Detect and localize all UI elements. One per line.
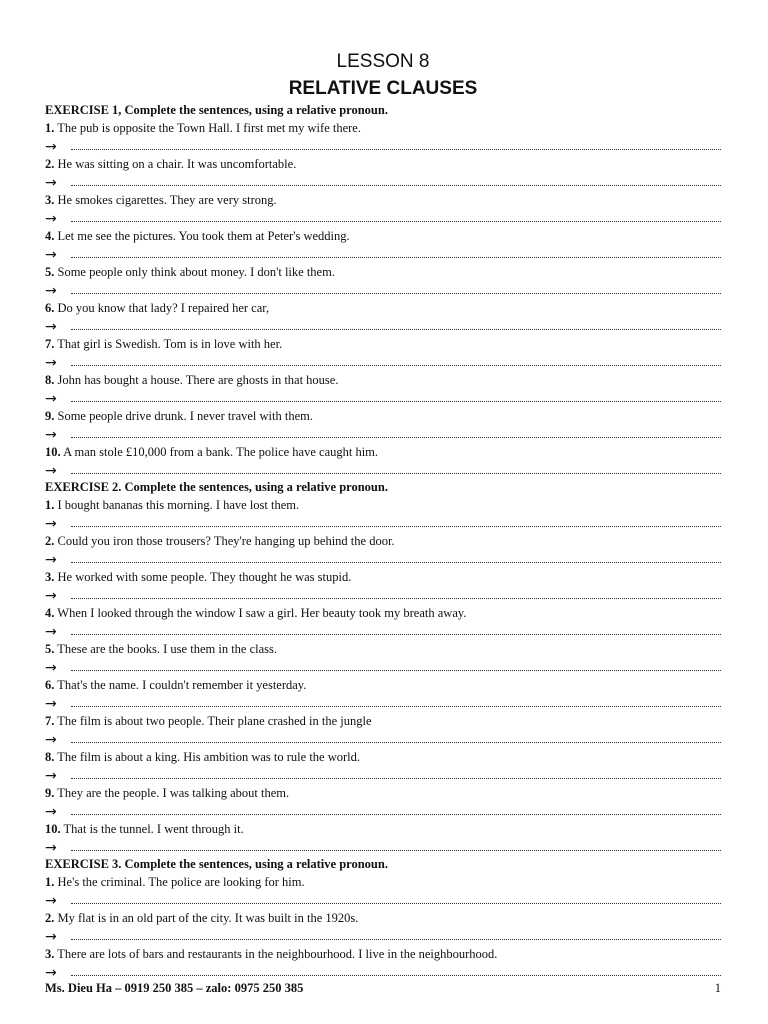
question-text: These are the books. I use them in the class. — [57, 642, 278, 656]
question-item — [45, 676, 721, 694]
question-item — [45, 784, 721, 802]
arrow-icon: → — [45, 391, 57, 407]
question-text: Could you iron those trousers? They're hanging up behind the door. — [57, 534, 395, 548]
question-number: 3. — [45, 193, 55, 207]
dotted-answer-blank[interactable] — [71, 562, 721, 563]
question-number: 8. — [45, 750, 55, 764]
question-item — [45, 299, 721, 317]
arrow-icon: → — [45, 211, 57, 227]
question-text: He smokes cigarettes. They are very strong. — [57, 193, 277, 207]
question-text: I bought bananas this morning. I have lost them. — [57, 498, 300, 512]
exercises-container — [45, 102, 721, 981]
question-number: 2. — [45, 157, 55, 171]
question-number: 7. — [45, 714, 55, 728]
arrow-icon: → — [45, 463, 57, 479]
arrow-icon: → — [45, 427, 57, 443]
question-text: He worked with some people. They thought he was stupid. — [57, 570, 352, 584]
dotted-answer-blank[interactable] — [71, 975, 721, 976]
answer-line[interactable] — [45, 353, 721, 371]
answer-line[interactable] — [45, 838, 721, 856]
answer-line[interactable] — [45, 622, 721, 640]
question-number: 4. — [45, 229, 55, 243]
question-item — [45, 371, 721, 389]
dotted-answer-blank[interactable] — [71, 185, 721, 186]
answer-line[interactable] — [45, 389, 721, 407]
dotted-answer-blank[interactable] — [71, 437, 721, 438]
question-text: The film is about two people. Their plane crashed in the jungle — [57, 714, 372, 728]
answer-line[interactable] — [45, 461, 721, 479]
question-number: 2. — [45, 534, 55, 548]
answer-line[interactable] — [45, 281, 721, 299]
footer-contact: Ms. Dieu Ha – 0919 250 385 – zalo: 0975 250 385 — [45, 981, 304, 995]
answer-line[interactable] — [45, 927, 721, 945]
question-item — [45, 496, 721, 514]
answer-line[interactable] — [45, 891, 721, 909]
question-text: Some people only think about money. I don't like them. — [57, 265, 335, 279]
question-number: 7. — [45, 337, 55, 351]
question-item — [45, 263, 721, 281]
arrow-icon: → — [45, 283, 57, 299]
answer-line[interactable] — [45, 730, 721, 748]
answer-line[interactable] — [45, 209, 721, 227]
question-item — [45, 748, 721, 766]
dotted-answer-blank[interactable] — [71, 814, 721, 815]
page-number: 1 — [714, 981, 721, 995]
answer-line[interactable] — [45, 586, 721, 604]
arrow-icon: → — [45, 965, 57, 981]
answer-line[interactable] — [45, 658, 721, 676]
question-item — [45, 604, 721, 622]
question-text: That girl is Swedish. Tom is in love with her. — [57, 337, 283, 351]
arrow-icon: → — [45, 893, 57, 909]
exercise-heading: EXERCISE 2. Complete the sentences, using a relative pronoun. — [45, 480, 388, 494]
exercise-heading: EXERCISE 1, Complete the sentences, using a relative pronoun. — [45, 103, 388, 117]
question-text: That's the name. I couldn't remember it yesterday. — [57, 678, 307, 692]
question-item — [45, 443, 721, 461]
question-text: They are the people. I was talking about them. — [57, 786, 290, 800]
question-number: 3. — [45, 570, 55, 584]
exercise-heading: EXERCISE 3. Complete the sentences, using a relative pronoun. — [45, 857, 388, 871]
arrow-icon: → — [45, 139, 57, 155]
question-number: 6. — [45, 678, 55, 692]
question-item — [45, 227, 721, 245]
question-number: 6. — [45, 301, 55, 315]
arrow-icon: → — [45, 355, 57, 371]
question-item — [45, 532, 721, 550]
question-number: 2. — [45, 911, 55, 925]
dotted-answer-blank[interactable] — [71, 634, 721, 635]
dotted-answer-blank[interactable] — [71, 670, 721, 671]
arrow-icon: → — [45, 588, 57, 604]
arrow-icon: → — [45, 660, 57, 676]
question-item — [45, 640, 721, 658]
arrow-icon: → — [45, 696, 57, 712]
question-item — [45, 712, 721, 730]
dotted-answer-blank[interactable] — [71, 939, 721, 940]
question-item — [45, 119, 721, 137]
question-item — [45, 568, 721, 586]
question-text: There are lots of bars and restaurants in the neighbourhood. I live in the neighbourhood. — [57, 947, 498, 961]
question-item — [45, 191, 721, 209]
question-text: A man stole £10,000 from a bank. The police have caught him. — [63, 445, 379, 459]
question-item — [45, 335, 721, 353]
question-item — [45, 407, 721, 425]
question-number: 3. — [45, 947, 55, 961]
dotted-answer-blank[interactable] — [71, 742, 721, 743]
question-item — [45, 945, 721, 963]
question-text: The film is about a king. His ambition was to rule the world. — [57, 750, 361, 764]
question-number: 9. — [45, 409, 55, 423]
question-number: 1. — [45, 121, 55, 135]
dotted-answer-blank[interactable] — [71, 401, 721, 402]
question-number: 10. — [45, 445, 61, 459]
answer-line[interactable] — [45, 766, 721, 784]
arrow-icon: → — [45, 247, 57, 263]
answer-line[interactable] — [45, 425, 721, 443]
dotted-answer-blank[interactable] — [71, 365, 721, 366]
dotted-answer-blank[interactable] — [71, 903, 721, 904]
question-text: That is the tunnel. I went through it. — [63, 822, 244, 836]
dotted-answer-blank[interactable] — [71, 598, 721, 599]
arrow-icon: → — [45, 840, 57, 856]
dotted-answer-blank[interactable] — [71, 706, 721, 707]
question-number: 8. — [45, 373, 55, 387]
question-number: 4. — [45, 606, 55, 620]
question-item — [45, 155, 721, 173]
dotted-answer-blank[interactable] — [71, 526, 721, 527]
question-text: The pub is opposite the Town Hall. I first met my wife there. — [57, 121, 361, 135]
dotted-answer-blank[interactable] — [71, 221, 721, 222]
answer-line[interactable] — [45, 245, 721, 263]
question-text: John has bought a house. There are ghosts in that house. — [57, 373, 339, 387]
question-item — [45, 909, 721, 927]
dotted-answer-blank[interactable] — [71, 778, 721, 779]
page-footer — [45, 980, 721, 996]
dotted-answer-blank[interactable] — [71, 329, 721, 330]
question-number: 1. — [45, 498, 55, 512]
question-text: He was sitting on a chair. It was uncomfortable. — [57, 157, 297, 171]
dotted-answer-blank[interactable] — [71, 149, 721, 150]
question-item — [45, 820, 721, 838]
answer-line[interactable] — [45, 514, 721, 532]
arrow-icon: → — [45, 929, 57, 945]
question-number: 10. — [45, 822, 61, 836]
question-text: Do you know that lady? I repaired her car, — [57, 301, 270, 315]
arrow-icon: → — [45, 552, 57, 568]
arrow-icon: → — [45, 175, 57, 191]
question-number: 5. — [45, 265, 55, 279]
arrow-icon: → — [45, 624, 57, 640]
question-text: Some people drive drunk. I never travel with them. — [57, 409, 313, 423]
dotted-answer-blank[interactable] — [71, 293, 721, 294]
arrow-icon: → — [45, 768, 57, 784]
answer-line[interactable] — [45, 550, 721, 568]
arrow-icon: → — [45, 804, 57, 820]
answer-line[interactable] — [45, 694, 721, 712]
question-text: When I looked through the window I saw a girl. Her beauty took my breath away. — [57, 606, 467, 620]
dotted-answer-blank[interactable] — [71, 257, 721, 258]
answer-line[interactable] — [45, 317, 721, 335]
answer-line[interactable] — [45, 137, 721, 155]
question-text: He's the criminal. The police are looking for him. — [57, 875, 305, 889]
arrow-icon: → — [45, 732, 57, 748]
lesson-title: LESSON 8 — [336, 51, 430, 72]
question-number: 5. — [45, 642, 55, 656]
arrow-icon: → — [45, 516, 57, 532]
answer-line[interactable] — [45, 802, 721, 820]
question-number: 1. — [45, 875, 55, 889]
question-item — [45, 873, 721, 891]
worksheet — [45, 48, 721, 981]
dotted-answer-blank[interactable] — [71, 473, 721, 474]
question-number: 9. — [45, 786, 55, 800]
answer-line[interactable] — [45, 963, 721, 981]
question-text: My flat is in an old part of the city. It was built in the 1920s. — [57, 911, 359, 925]
arrow-icon: → — [45, 319, 57, 335]
answer-line[interactable] — [45, 173, 721, 191]
question-text: Let me see the pictures. You took them at Peter's wedding. — [57, 229, 350, 243]
dotted-answer-blank[interactable] — [71, 850, 721, 851]
lesson-subtitle: RELATIVE CLAUSES — [288, 78, 478, 99]
